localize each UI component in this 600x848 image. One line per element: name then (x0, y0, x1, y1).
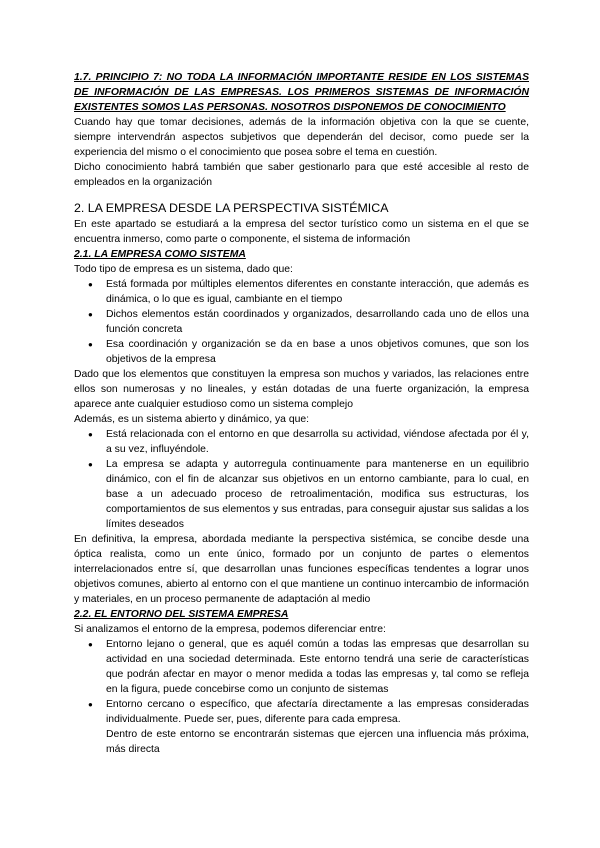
section-2-2-heading: 2.2. EL ENTORNO DEL SISTEMA EMPRESA (74, 609, 289, 620)
section-2-1-lead: Todo tipo de empresa es un sistema, dado que: (74, 264, 293, 275)
list-item: ● Esa coordinación y organización se da en base a unos objetivos comunes, que son los objetivos de la empresa (106, 337, 529, 367)
document-page (74, 70, 529, 757)
list-item: ● Entorno lejano o general, que es aquél común a todas las empresas que desarrollan su actividad en una sociedad determinada. Este entorno tendrá una serie de características que podrán afectar en mayor o menor medida a todas las empresas y, tal como se refleja en la figura, puede concebirse como un conjunto de sistemas (106, 637, 529, 697)
section-2-intro: En este apartado se estudiará a la empresa del sector turístico como un sistema en el que se encuentra inmerso, como parte o componente, el sistema de información (74, 219, 529, 245)
list-item: ● Está formada por múltiples elementos diferentes en constante interacción, que además es dinámica, o lo que es igual, cambiante en el tiempo (106, 277, 529, 307)
section-2-1-paragraph: Dado que los elementos que constituyen la empresa son muchos y variados, las relaciones entre ellos son numerosas y no lineales, y están dotadas de una fuerte organización, la empresa aparece ante cualquier estudioso como un sistema complejo (74, 369, 529, 410)
section-2-heading: 2. LA EMPRESA DESDE LA PERSPECTIVA SISTÉMICA (74, 201, 389, 215)
list-item-text: Entorno cercano o específico, que afectaría directamente a las empresas consideradas individualmente. Puede ser, pues, diferente para cada empresa. (106, 699, 529, 725)
list-item: ● Está relacionada con el entorno en que desarrolla su actividad, viéndose afectada por él y, a su vez, influyéndole. (106, 427, 529, 457)
section-2-2-list (74, 637, 529, 757)
section-2-1-conclusion: En definitiva, la empresa, abordada mediante la perspectiva sistémica, se concibe desde una óptica realista, como un ente único, formado por un conjunto de partes o elementos interrelacionados entre sí, que desarrollan unas funciones específicas tendentes a lograr unos objetivos comunes, abierto al entorno con el que mantiene un continuo intercambio de información y materiales, en un proceso permanente de adaptación al medio (74, 534, 529, 605)
list-item (106, 697, 529, 757)
list-item: ● Dichos elementos están coordinados y organizados, desarrollando cada uno de ellos una función concreta (106, 307, 529, 337)
section-2-2-lead: Si analizamos el entorno de la empresa, podemos diferenciar entre: (74, 624, 386, 635)
section-2-1-list-2 (74, 427, 529, 532)
section-1-7-paragraph-2: Dicho conocimiento habrá también que saber gestionarlo para que esté accesible al resto de empleados en la organización (74, 162, 529, 188)
section-1-7-paragraph-1: Cuando hay que tomar decisiones, además de la información objetiva con la que se cuente, siempre intervendrán aspectos subjetivos que dependerán del decisor, como puede ser la experiencia del mismo o el conocimiento que posea sobre el tema en cuestión. (74, 117, 529, 158)
section-2-1-lead-2: Además, es un sistema abierto y dinámico, ya que: (74, 414, 310, 425)
list-item: ● La empresa se adapta y autorregula continuamente para mantenerse en un equilibrio dinámico, con el fin de alcanzar sus objetivos en un entorno cambiante, para lo cual, en base a un adecuado proceso de retroalimentación, modifica sus estructuras, los comportamientos de sus elementos y sus entradas, para conseguir ajustar sus salidas a los límites deseados (106, 457, 529, 532)
section-2-1-list (74, 277, 529, 367)
section-1-7-heading: 1.7. PRINCIPIO 7: NO TODA LA INFORMACIÓN IMPORTANTE RESIDE EN LOS SISTEMAS DE INFORMACIÓN DE LAS EMPRESAS. LOS PRIMEROS SISTEMAS DE INFORMACIÓN EXISTENTES SOMOS LAS PERSONAS. NOSOTROS DISPONEMOS DE CONOCIMIENTO (74, 72, 529, 113)
section-2-1-heading: 2.1. LA EMPRESA COMO SISTEMA (74, 249, 246, 260)
list-item-continuation: Dentro de este entorno se encontrarán sistemas que ejercen una influencia más próxima, más directa (106, 729, 529, 755)
